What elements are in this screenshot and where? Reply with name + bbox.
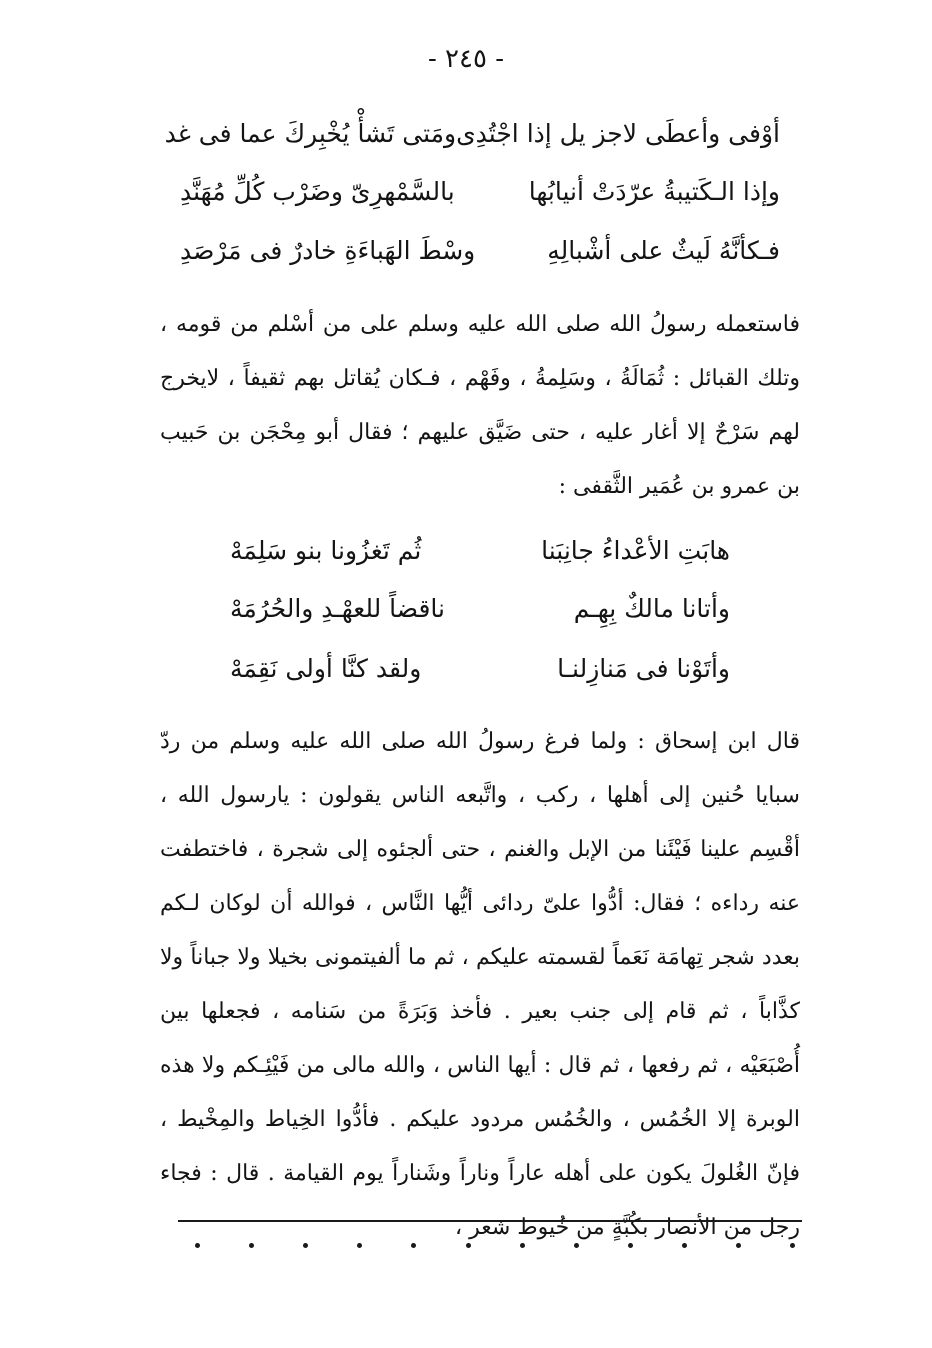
- hemistich-second: وسْطَ الهَباءَةِ خادرٌ فى مَرْصَدِ: [180, 235, 476, 265]
- hemistich-second: ومَتى تَشأْ يُخْبِركَ عما فى غد: [164, 118, 457, 148]
- page-number: - ٢٤٥ -: [427, 44, 505, 74]
- footer-dot: [682, 1243, 687, 1248]
- footer-dot: [411, 1243, 416, 1248]
- footer-dot: [790, 1243, 795, 1248]
- hemistich-second: ثُم تَغزُونا بنو سَلِمَهْ: [230, 535, 422, 565]
- footer-dot: [466, 1243, 471, 1248]
- hemistich-first: فـكأنَّهُ لَيثٌ على أشْبالِهِ: [547, 235, 780, 265]
- footer-dots: [195, 1238, 795, 1252]
- hemistich-first: هابَتِ الأعْداءُ جانِبَنا: [541, 535, 730, 565]
- footer-dot: [195, 1243, 200, 1248]
- hemistich-first: وأتانا مالكٌ بِهِـم: [573, 593, 730, 623]
- hemistich-second: ناقضاً للعهْـدِ والحُرُمَهْ: [230, 593, 446, 623]
- hemistich-first: وإذا الـكَتيبةُ عرّدَتْ أنيابُها: [528, 176, 780, 206]
- footer-dot: [628, 1243, 633, 1248]
- poem1-verse-2: [180, 163, 780, 219]
- footer-dot: [249, 1243, 254, 1248]
- poem2-verse-3: [230, 640, 730, 696]
- footer-dot: [574, 1243, 579, 1248]
- hemistich-first: وأتَوْنا فى مَنازِلنـا: [557, 653, 730, 683]
- hemistich-second: بالسَّمْهرِىّ وضَرْب كُلِّ مُهَنَّدِ: [180, 176, 455, 206]
- footer-dot: [520, 1243, 525, 1248]
- poem2-verse-2: [230, 580, 730, 636]
- hemistich-first: أوْفى وأعطَى لاجز يل إذا اجْتُدِى: [456, 118, 780, 148]
- footer-dot: [736, 1243, 741, 1248]
- footer-dot: [303, 1243, 308, 1248]
- poem1-verse-3: [180, 222, 780, 278]
- poem1-verse-1: [164, 105, 780, 161]
- paragraph-2: قال ابن إسحاق : ولما فرغ رسولُ الله صلى الله عليه وسلم من ردّ سبايا حُنين إلى أهلها ، ركب ، واتَّبعه الناس يقولون : يارسول الله ، أقْسِم علينا فَيْئَنا من الإبل والغنم ، حتى ألجئوه إلى شجرة ، فاختطفت عنه رداءه ؛ فقال: أدُّوا علىّ ردائى أيُّها النَّاس ، فوالله أن لوكان لـكم بعدد شجر تِهامَة نَعَماً لقسمته عليكم ، ثم ما ألفيتمونى بخيلا ولا جباناً ولا كذَّاباً ، ثم قام إلى جنب بعير . فأخذ وَبَرَةً من سَنامه ، فجعلها بين أُصْبَعَيْه ، ثم رفعها ، ثم قال : أيها الناس ، والله مالى من فَيْئِـكم ولا هذه الوبرة إلا الخُمُس ، والخُمُس مردود عليكم . فأدُّوا الخِياط والمِخْيط ، فإنّ الغُلولَ يكون على أهله عاراً وناراً وشَناراً يوم القيامة . قال : فجاء رجل من الأنصار بكُبَّةٍ من خُيوط شعر ،: [160, 729, 800, 1240]
- poem2-verse-1: [230, 522, 730, 578]
- hemistich-second: ولقد كنَّا أولى نَقِمَهْ: [230, 653, 422, 683]
- footer-dot: [357, 1243, 362, 1248]
- paragraph-1: فاستعمله رسولُ الله صلى الله عليه وسلم على من أسْلم من قومه ، وتلك القبائل : ثُمَالَةُ ، وسَلِمةُ ، وفَهْم ، فـكان يُقاتل بهم ثقيفاً ، لايخرج لهم سَرْحٌ إلا أغار عليه ، حتى ضَيَّق عليهم ؛ فقال أبو مِحْجَن بن حَبيب بن عمرو بن عُمَير الثَّقفى :: [160, 312, 800, 499]
- footer-rule: [178, 1220, 802, 1222]
